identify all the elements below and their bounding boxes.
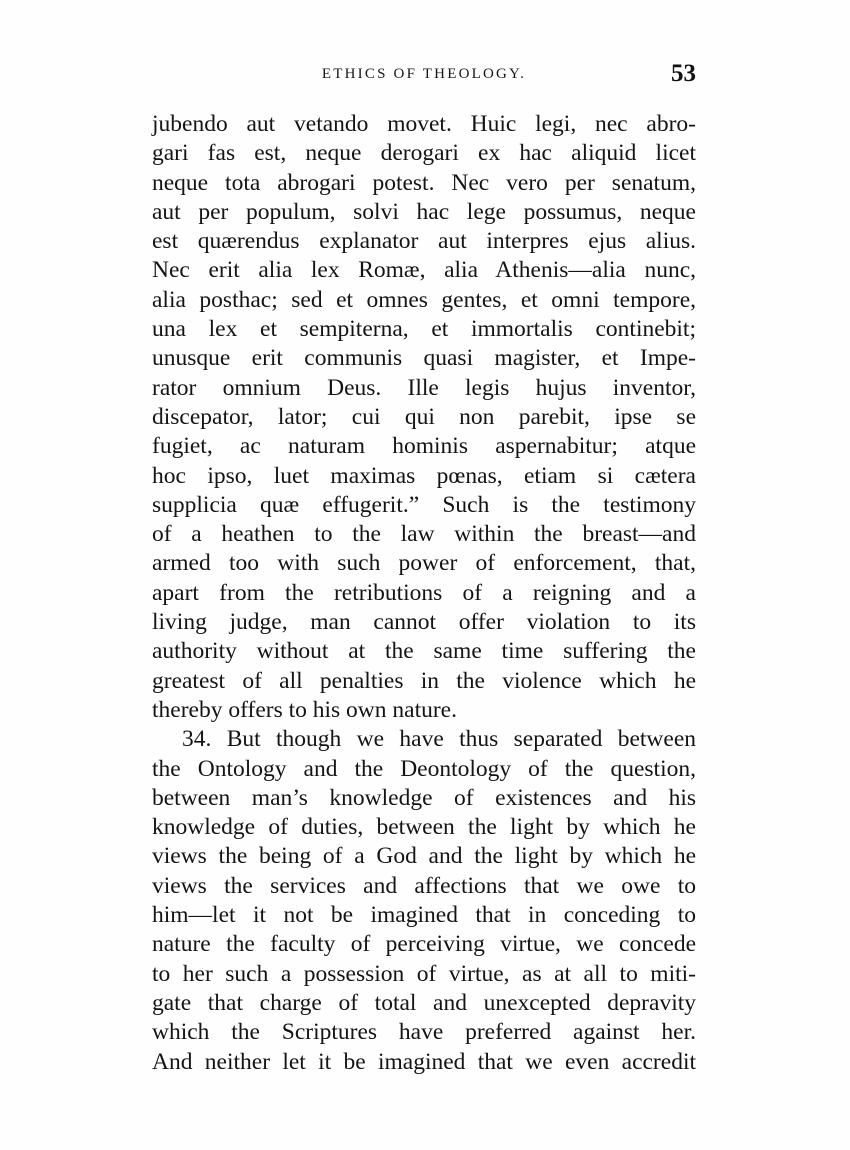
text-line: unusque erit communis quasi magister, et Impe- [152,345,696,372]
text-line: views the services and affections that we owe to [152,872,696,899]
text-line: living judge, man cannot offer violation to its [152,609,696,636]
text-line: views the being of a God and the light by which he [152,843,696,870]
text-line: est quærendus explanator aut interpres ejus alius. [152,228,696,255]
text-line: Nec erit alia lex Romæ, alia Athenis—alia nunc, [152,257,696,284]
text-line: authority without at the same time suffering the [152,638,696,665]
text-line: aut per populum, solvi hac lege possumus, neque [152,198,696,225]
text-line: hoc ipso, luet maximas pœnas, etiam si cætera [152,462,696,489]
text-line: fugiet, ac naturam hominis aspernabitur; atque [152,433,696,460]
text-line: apart from the retributions of a reigning and a [152,579,696,606]
text-line: And neither let it be imagined that we even accredit [152,1048,696,1075]
text-line: neque tota abrogari potest. Nec vero per senatum, [152,169,696,196]
text-line: jubendo aut vetando movet. Huic legi, nec abro- [152,111,696,137]
text-line: to her such a possession of virtue, as at all to miti- [152,960,696,987]
text-line: una lex et sempiterna, et immortalis continebit; [152,316,696,343]
body-text [152,110,696,1077]
paragraph-start-line: 34. But though we have thus separated between [182,726,696,753]
text-line: greatest of all penalties in the violence which he [152,667,696,694]
text-line: nature the faculty of perceiving virtue, we concede [152,931,696,958]
text-line: between man’s knowledge of existences and his [152,784,696,811]
running-title: ETHICS OF THEOLOGY. [321,66,527,82]
text-line: discepator, lator; cui qui non parebit, ipse se [152,403,696,430]
text-line: rator omnium Deus. Ille legis hujus inventor, [152,374,696,401]
paragraph-end-line: thereby offers to his own nature. [152,696,457,723]
text-line: of a heathen to the law within the breast—and [152,521,696,548]
text-line: supplicia quæ effugerit.” Such is the testimony [152,491,696,518]
text-line: gari fas est, neque derogari ex hac aliquid licet [152,140,696,167]
text-line: which the Scriptures have preferred against her. [152,1019,696,1046]
text-line: knowledge of duties, between the light by which he [152,814,696,841]
text-line: the Ontology and the Deontology of the question, [152,755,696,782]
text-line: alia posthac; sed et omnes gentes, et omni tempore, [152,286,696,313]
text-line: gate that charge of total and unexcepted depravity [152,989,696,1016]
text-line: him—let it not be imagined that in conceding to [152,902,696,929]
running-head [152,60,696,90]
page-number: 53 [671,60,696,87]
text-line: armed too with such power of enforcement, that, [152,550,696,577]
